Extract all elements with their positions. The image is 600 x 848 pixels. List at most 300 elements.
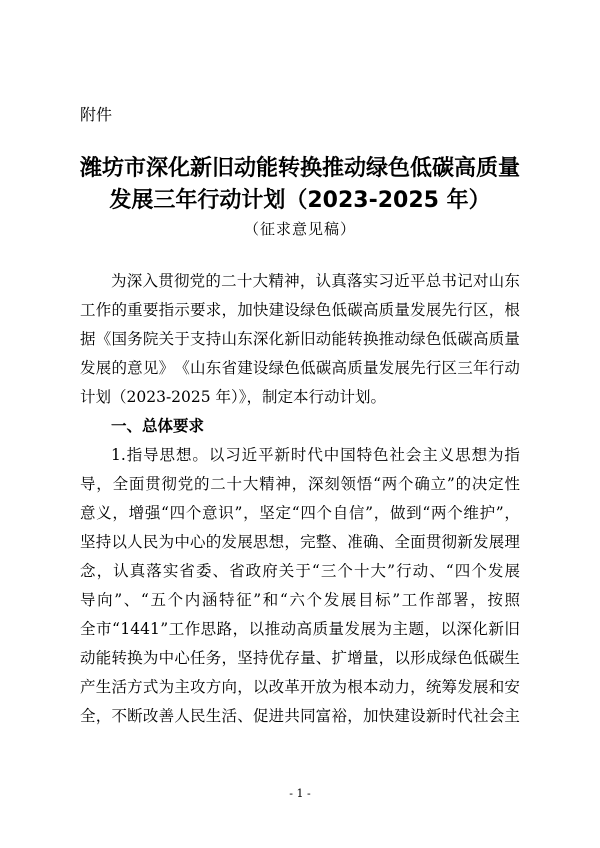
body-text-glyph: 二: [221, 272, 237, 290]
body-text-glyph: 精: [259, 475, 275, 493]
body-text-glyph: 个: [398, 475, 414, 493]
body-text-glyph: 先: [441, 301, 458, 319]
body-text-glyph: 革: [284, 678, 300, 696]
body-text-glyph: ，: [291, 475, 308, 493]
body-text-glyph: 四: [454, 562, 471, 580]
body-text-glyph: 色: [284, 359, 300, 377]
body-text-glyph: 发: [323, 591, 340, 609]
body-text-glyph: 全: [112, 475, 129, 493]
body-text-glyph: 认: [315, 272, 332, 290]
body-text-glyph: 意: [202, 504, 218, 522]
body-text-glyph: 示: [174, 301, 190, 319]
body-text-glyph: 总: [425, 272, 442, 290]
body-text-glyph: 务: [127, 330, 143, 348]
body-text-glyph: 会: [405, 446, 422, 464]
body-text-glyph: 工: [80, 301, 96, 319]
body-text-glyph: 作: [184, 620, 201, 638]
body-text-glyph: 山: [488, 272, 505, 290]
body-text-glyph: 东: [205, 359, 222, 377]
body-text-glyph: 特: [218, 591, 235, 609]
body-text-glyph: 精: [268, 272, 284, 290]
body-text-glyph: 时: [441, 707, 458, 725]
body-text-glyph: 人: [127, 533, 143, 551]
body-text-glyph: 省: [221, 359, 237, 377]
body-text-glyph: “: [111, 620, 120, 638]
body-text-glyph: 、: [429, 562, 445, 580]
body-text-glyph: 实: [162, 562, 179, 580]
body-text-glyph: 思: [159, 446, 176, 464]
body-text-glyph: 代: [307, 446, 323, 464]
body-text-glyph: 心: [190, 533, 206, 551]
body-text-glyph: 近: [241, 446, 258, 464]
body-text-glyph: 共: [284, 707, 300, 725]
body-text-glyph: 三: [457, 359, 473, 377]
body-text-glyph: 碳: [347, 301, 363, 319]
body-text-glyph: 形: [410, 649, 426, 667]
body-text-glyph: 主: [504, 707, 520, 725]
body-text-glyph: 思: [200, 620, 217, 638]
body-text-glyph: 作: [418, 591, 435, 609]
body-text-glyph: 市: [95, 620, 112, 638]
body-text-glyph: 三: [320, 562, 337, 580]
body-text-glyph: 完: [300, 533, 316, 551]
body-text-glyph: ，: [95, 707, 112, 725]
body-text-glyph: 量: [362, 359, 379, 377]
body-text-glyph: 低: [300, 359, 316, 377]
body-text-glyph: 量: [504, 330, 520, 348]
body-text-glyph: 碳: [457, 330, 473, 348]
body-text-glyph: 特: [356, 446, 373, 464]
body-text-glyph: 向: [97, 591, 113, 609]
body-text-glyph: 为: [331, 678, 348, 696]
body-text-glyph: 两: [430, 504, 447, 522]
body-line: [80, 441, 520, 470]
body-text-glyph: 个: [167, 591, 184, 609]
body-text-glyph: 工: [168, 620, 185, 638]
body-text-glyph: 十: [353, 562, 370, 580]
body-text-glyph: 指: [126, 446, 143, 464]
body-text-glyph: 贯: [158, 272, 174, 290]
body-text-glyph: 念: [80, 562, 96, 580]
body-line: 计划（2023-2025 年）》，制定本行动计划。: [80, 388, 387, 406]
body-text-glyph: 为: [158, 678, 175, 696]
body-text-glyph: 目: [357, 591, 374, 609]
body-text-glyph: 质: [347, 359, 363, 377]
body-text-glyph: 个: [306, 591, 323, 609]
body-text-glyph: 习: [378, 272, 394, 290]
body-text-glyph: 低: [472, 649, 489, 667]
body-text-glyph: 筹: [441, 678, 458, 696]
body-text-glyph: ，: [488, 301, 505, 319]
body-text-glyph: 色: [457, 649, 473, 667]
body-text-glyph: 中: [158, 649, 175, 667]
body-text-glyph: 到: [406, 504, 422, 522]
body-text-glyph: 》: [158, 359, 175, 377]
draft-status-label: （征求意见稿）: [243, 220, 356, 238]
body-text-glyph: 建: [237, 359, 253, 377]
body-text-glyph: 个: [471, 562, 487, 580]
body-text-glyph: 以: [394, 649, 410, 667]
body-text-glyph: 会: [488, 707, 505, 725]
body-text-glyph: 优: [268, 649, 285, 667]
body-text-glyph: 区: [472, 301, 489, 319]
body-text-glyph: 题: [408, 620, 424, 638]
body-text-glyph: 攻: [190, 678, 206, 696]
body-text-glyph: 做: [389, 504, 406, 522]
body-text-glyph: 真: [129, 562, 146, 580]
body-text-glyph: 扩: [331, 649, 348, 667]
body-text-glyph: 发: [344, 620, 361, 638]
body-text-glyph: 彻: [173, 272, 190, 290]
body-text-glyph: 设: [410, 707, 426, 725]
body-text-glyph: 信: [348, 504, 365, 522]
body-text-glyph: ”: [365, 504, 374, 522]
body-text-glyph: 党: [189, 272, 206, 290]
body-text-glyph: 十: [236, 272, 253, 290]
body-text-glyph: ”: [446, 475, 455, 493]
document-body: [80, 267, 520, 731]
body-text-glyph: 安: [504, 678, 520, 696]
body-text-glyph: 设: [252, 359, 269, 377]
body-text-glyph: 动: [394, 330, 410, 348]
body-text-glyph: “: [445, 562, 454, 580]
body-text-glyph: 快: [252, 301, 269, 319]
body-text-glyph: 深: [126, 272, 143, 290]
body-text-glyph: 低: [331, 301, 348, 319]
body-line: [80, 644, 520, 673]
section-heading: 一、总体要求: [111, 417, 205, 435]
body-text-glyph: 化: [472, 620, 488, 638]
body-text-glyph: 据: [80, 330, 96, 348]
body-text-glyph: 时: [290, 446, 307, 464]
body-text-glyph: 东: [504, 272, 520, 290]
body-text-glyph: 高: [472, 330, 489, 348]
body-text-glyph: 要: [190, 301, 206, 319]
body-text-glyph: 国: [111, 330, 127, 348]
body-text-glyph: 绿: [441, 649, 458, 667]
body-text-glyph: 放: [315, 678, 332, 696]
body-text-glyph: 坚: [259, 504, 275, 522]
body-line: [80, 325, 520, 354]
body-text-glyph: ，: [410, 678, 426, 696]
body-text-glyph: 中: [174, 533, 190, 551]
body-text-glyph: 民: [190, 707, 206, 725]
body-text-glyph: 1441: [120, 620, 160, 638]
body-text-glyph: 四: [169, 504, 186, 522]
body-text-glyph: 义: [438, 446, 455, 464]
body-text-glyph: ”: [234, 504, 243, 522]
body-text-glyph: 建: [268, 301, 285, 319]
body-text-glyph: 六: [289, 591, 305, 609]
body-text-glyph: 刻: [324, 475, 340, 493]
body-text-glyph: 、: [331, 533, 348, 551]
body-text-glyph: 求: [205, 301, 222, 319]
body-text-glyph: 展: [340, 591, 357, 609]
body-text-glyph: 意: [80, 504, 96, 522]
body-text-glyph: ，: [96, 475, 112, 493]
body-text-glyph: ”: [253, 591, 262, 609]
body-text-glyph: 平: [258, 446, 274, 464]
body-text-glyph: 发: [378, 359, 395, 377]
body-text-glyph: 五: [150, 591, 166, 609]
body-text-glyph: 、: [315, 649, 332, 667]
body-text-glyph: 式: [142, 678, 159, 696]
body-text-glyph: 改: [142, 707, 159, 725]
body-text-glyph: 义: [96, 504, 112, 522]
body-text-glyph: 深: [307, 475, 324, 493]
body-text-glyph: ，: [347, 707, 363, 725]
body-text-glyph: “: [373, 475, 381, 493]
body-text-glyph: 本: [362, 678, 379, 696]
body-line: [80, 615, 520, 644]
body-text-glyph: 新: [274, 446, 291, 464]
body-text-glyph: 推: [264, 620, 281, 638]
body-text-glyph: 重: [127, 301, 143, 319]
body-text-glyph: 增: [347, 649, 363, 667]
body-text-glyph: 指: [158, 301, 175, 319]
body-text-glyph: 四: [300, 504, 316, 522]
body-text-glyph: 全: [80, 620, 96, 638]
body-text-glyph: 量: [362, 649, 379, 667]
body-text-glyph: 绿: [300, 301, 316, 319]
body-text-glyph: 意: [127, 359, 143, 377]
body-text-glyph: “: [140, 591, 149, 609]
body-text-glyph: 活: [221, 707, 237, 725]
body-text-glyph: 山: [221, 330, 237, 348]
body-text-glyph: 为: [487, 446, 504, 464]
body-text-glyph: 代: [457, 707, 473, 725]
body-text-glyph: 关: [158, 330, 175, 348]
body-text-glyph: 质: [378, 301, 395, 319]
body-text-glyph: 社: [389, 446, 405, 464]
body-text-glyph: 和: [488, 678, 505, 696]
body-text-glyph: 动: [280, 620, 297, 638]
body-text-glyph: 成: [425, 649, 442, 667]
body-text-glyph: 想: [268, 533, 285, 551]
document-title-line-1: 潍坊市深化新旧动能转换推动绿色低碳高质量: [79, 156, 520, 181]
body-text-glyph: 定: [275, 504, 291, 522]
body-text-glyph: 1.: [111, 446, 126, 464]
body-text-glyph: ”: [114, 591, 123, 609]
body-text-glyph: 务: [205, 649, 222, 667]
body-text-glyph: 全: [394, 533, 410, 551]
body-text-glyph: 彻: [161, 475, 177, 493]
body-text-glyph: 记: [457, 272, 473, 290]
body-text-glyph: 以: [111, 533, 127, 551]
body-text-glyph: 于: [174, 330, 190, 348]
body-text-glyph: 能: [95, 649, 112, 667]
body-text-glyph: 工: [401, 591, 418, 609]
body-text-glyph: 、: [212, 562, 229, 580]
body-text-glyph: 持: [252, 649, 269, 667]
body-text-glyph: 绿: [410, 330, 426, 348]
body-text-glyph: ，: [284, 533, 300, 551]
body-text-glyph: 先: [410, 359, 426, 377]
body-text-glyph: 展: [425, 301, 442, 319]
body-text-glyph: 平: [409, 272, 426, 290]
body-text-glyph: 关: [278, 562, 295, 580]
body-text-glyph: 《: [174, 359, 190, 377]
body-text-glyph: 导: [80, 475, 96, 493]
body-text-glyph: 展: [488, 533, 505, 551]
body-text-glyph: 神: [284, 272, 300, 290]
body-text-glyph: 生: [504, 649, 520, 667]
body-text-glyph: 色: [425, 330, 442, 348]
body-line: [80, 673, 520, 702]
body-text-glyph: 行: [457, 301, 473, 319]
body-text-glyph: 识: [218, 504, 234, 522]
body-text-glyph: 人: [174, 707, 190, 725]
body-text-glyph: “: [291, 504, 300, 522]
body-text-glyph: 个: [337, 562, 353, 580]
body-text-glyph: 护: [479, 504, 496, 522]
body-text-glyph: ”: [160, 620, 169, 638]
body-text-glyph: ，: [221, 301, 237, 319]
body-text-glyph: 全: [80, 707, 96, 725]
body-text-glyph: 低: [441, 330, 458, 348]
body-text-glyph: 和: [262, 591, 279, 609]
body-text-glyph: 质: [312, 620, 329, 638]
body-text-glyph: 以: [252, 678, 269, 696]
body-text-glyph: 大: [252, 272, 269, 290]
body-text-glyph: ，: [112, 504, 128, 522]
body-text-glyph: 为: [376, 620, 393, 638]
body-text-glyph: 要: [142, 301, 159, 319]
body-text-glyph: 决: [471, 475, 488, 493]
body-text-glyph: 思: [252, 533, 269, 551]
body-text-glyph: 贯: [145, 475, 161, 493]
body-text-glyph: 征: [236, 591, 252, 609]
body-text-glyph: 能: [331, 330, 348, 348]
body-text-glyph: 省: [179, 562, 195, 580]
body-line: [80, 267, 520, 296]
body-text-glyph: 展: [95, 359, 112, 377]
body-text-glyph: 省: [229, 562, 245, 580]
body-text-glyph: 高: [296, 620, 313, 638]
body-text-glyph: 展: [360, 620, 377, 638]
body-text-glyph: 署: [453, 591, 469, 609]
body-text-glyph: 转: [111, 649, 127, 667]
body-text-glyph: 根: [347, 678, 363, 696]
body-text-glyph: 思: [455, 446, 471, 464]
body-text-glyph: 动: [80, 649, 96, 667]
body-text-glyph: 认: [113, 562, 129, 580]
body-text-glyph: 悟: [356, 475, 373, 493]
body-text-glyph: 量: [394, 301, 410, 319]
body-line: [80, 499, 520, 528]
body-text-glyph: ，: [470, 591, 486, 609]
body-text-glyph: 促: [252, 707, 269, 725]
page-number: - 1 -: [289, 787, 311, 800]
body-text-glyph: 府: [262, 562, 278, 580]
body-text-glyph: 碳: [315, 359, 332, 377]
body-text-glyph: 建: [394, 707, 410, 725]
body-text-glyph: 理: [504, 533, 520, 551]
body-text-glyph: 落: [146, 562, 162, 580]
body-text-glyph: ，: [237, 678, 253, 696]
body-text-glyph: 进: [268, 707, 285, 725]
body-text-glyph: 落: [347, 272, 363, 290]
body-line: [80, 528, 520, 557]
body-line: [80, 296, 520, 325]
body-text-glyph: 支: [190, 330, 206, 348]
body-text-glyph: ”: [495, 504, 504, 522]
body-text-glyph: 向: [221, 678, 237, 696]
body-text-glyph: 换: [362, 330, 379, 348]
body-text-glyph: 区: [441, 359, 458, 377]
body-text-glyph: 发: [80, 359, 96, 377]
body-text-glyph: 以: [440, 620, 456, 638]
body-text-glyph: 为: [142, 649, 159, 667]
body-text-glyph: 色: [373, 446, 389, 464]
body-text-glyph: 党: [177, 475, 194, 493]
body-text-glyph: 增: [128, 504, 145, 522]
body-text-glyph: ，: [378, 649, 395, 667]
body-text-glyph: 自: [332, 504, 349, 522]
body-text-glyph: 坚: [237, 649, 253, 667]
body-text-glyph: 善: [158, 707, 175, 725]
body-text-glyph: 定: [488, 475, 504, 493]
body-text-glyph: 十: [226, 475, 243, 493]
body-text-glyph: 质: [488, 330, 505, 348]
body-text-glyph: 为: [158, 533, 175, 551]
body-text-glyph: 推: [378, 330, 395, 348]
body-text-glyph: 开: [300, 678, 316, 696]
body-text-glyph: 主: [392, 620, 408, 638]
body-text-glyph: 见: [142, 359, 159, 377]
body-text-glyph: 坚: [80, 533, 96, 551]
body-line: [80, 557, 520, 586]
body-text-glyph: 个: [185, 504, 202, 522]
body-text-glyph: 动: [504, 359, 520, 377]
body-text-glyph: 深: [252, 330, 269, 348]
body-text-glyph: 主: [174, 678, 190, 696]
body-text-glyph: 化: [268, 330, 285, 348]
body-text-glyph: 路: [216, 620, 233, 638]
body-text-glyph: 强: [144, 504, 161, 522]
body-text-glyph: 持: [205, 330, 222, 348]
body-text-glyph: 整: [315, 533, 332, 551]
body-text-glyph: 年: [472, 359, 489, 377]
body-text-glyph: 书: [441, 272, 457, 290]
body-text-glyph: 想: [471, 446, 488, 464]
body-text-glyph: 活: [111, 678, 127, 696]
body-text-glyph: 准: [347, 533, 363, 551]
body-text-glyph: 确: [362, 533, 379, 551]
body-text-glyph: 山: [190, 359, 206, 377]
body-text-glyph: 标: [375, 591, 391, 609]
body-text-glyph: 内: [184, 591, 201, 609]
body-line: [80, 586, 520, 615]
body-text-glyph: 根: [504, 301, 520, 319]
body-text-glyph: 持: [95, 533, 112, 551]
body-text-glyph: 涵: [201, 591, 218, 609]
body-text-glyph: 部: [435, 591, 452, 609]
body-text-glyph: 领: [340, 475, 357, 493]
body-text-glyph: 以: [248, 620, 265, 638]
body-text-glyph: 彻: [441, 533, 458, 551]
body-line: [80, 354, 520, 383]
body-text-glyph: 立: [430, 475, 447, 493]
body-text-glyph: 行: [488, 359, 505, 377]
body-text-glyph: 发: [410, 301, 426, 319]
body-text-glyph: 的: [205, 533, 222, 551]
body-text-glyph: 的: [205, 272, 221, 290]
body-text-glyph: 行: [425, 359, 442, 377]
body-text-glyph: ，: [424, 620, 440, 638]
body-text-glyph: 于: [295, 562, 311, 580]
body-text-glyph: 神: [275, 475, 291, 493]
